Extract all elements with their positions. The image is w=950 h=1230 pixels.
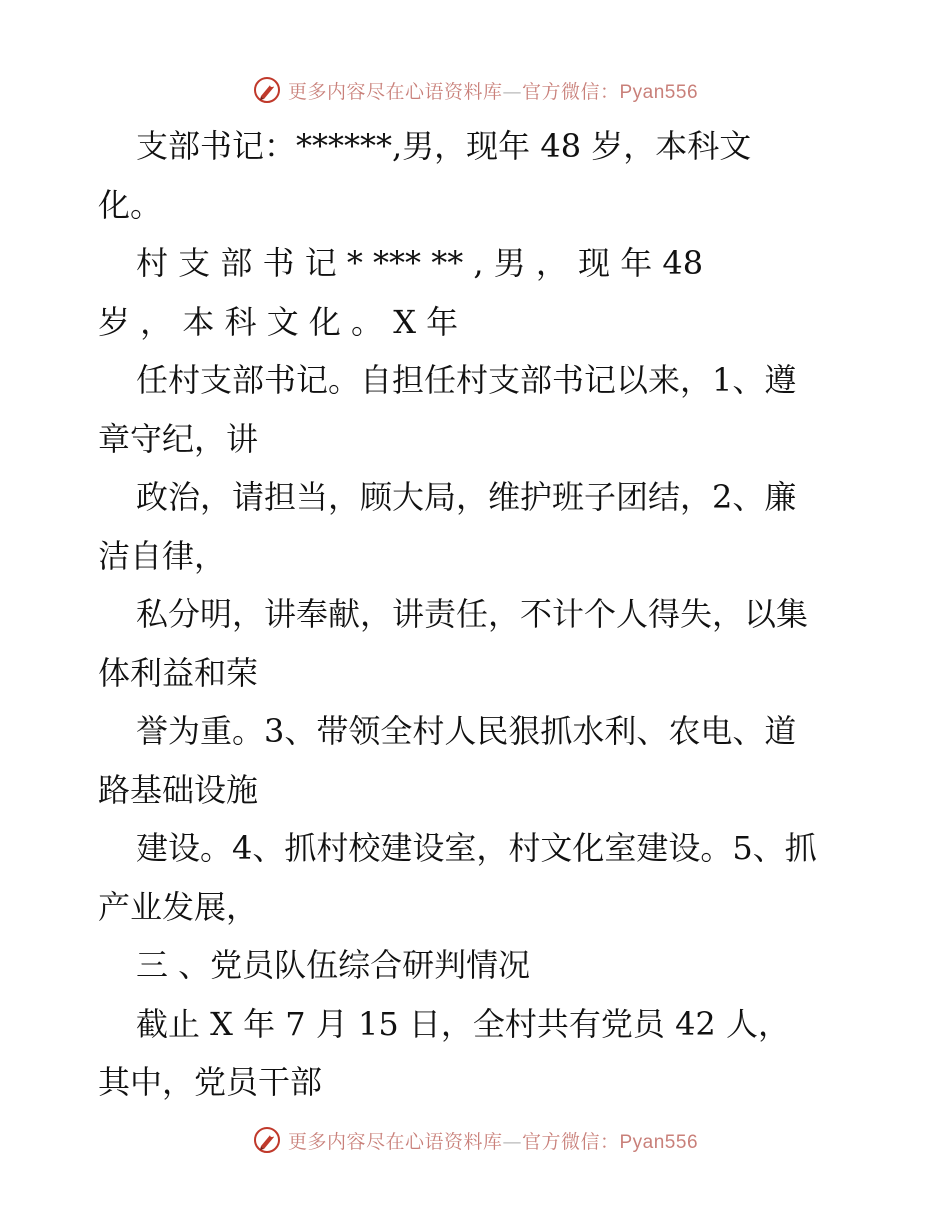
- text-line: 体利益和荣: [98, 654, 259, 692]
- text-line: 任村支部书记。自担任村支部书记以来，1、遵: [136, 361, 797, 399]
- text-line: 产业发展，: [98, 888, 259, 926]
- text-line: 私分明，讲奉献，讲责任，不计个人得失，以集: [136, 595, 809, 633]
- footer-wechat-id: Pyan556: [619, 1131, 699, 1153]
- text-line: 岁 ， 本 科 文 化 。 X 年: [98, 303, 459, 341]
- footer-watermark-banner: [0, 1122, 950, 1158]
- text-line: 化。: [98, 186, 163, 224]
- header-watermark-text: [288, 77, 698, 104]
- text-line: 洁自律，: [98, 537, 227, 575]
- header-watermark-banner: [0, 72, 950, 108]
- header-wechat-label: 官方微信：: [521, 80, 620, 103]
- header-wechat-id: Pyan556: [619, 81, 699, 103]
- text-line: 村 支 部 书 记 * *** ** , 男 ， 现 年 48: [136, 244, 704, 282]
- header-separator: —: [502, 80, 522, 103]
- text-line: 建设。4、抓村校建设室，村文化室建设。5、抓: [136, 829, 817, 867]
- text-line: 路基础设施: [98, 771, 259, 809]
- header-watermark: [252, 75, 698, 105]
- text-line: 政治，请担当，顾大局，维护班子团结，2、廉: [136, 478, 797, 516]
- footer-separator: —: [502, 1130, 522, 1153]
- footer-watermark-text: [288, 1127, 698, 1154]
- pen-logo-icon: [252, 1125, 282, 1155]
- text-line: 誉为重。3、带领全村人民狠抓水利、农电、道: [136, 712, 797, 750]
- footer-wechat-label: 官方微信：: [521, 1130, 620, 1153]
- pen-logo-icon: [252, 75, 282, 105]
- footer-site-text: 更多内容尽在心语资料库: [287, 1130, 503, 1153]
- header-site-text: 更多内容尽在心语资料库: [287, 80, 503, 103]
- text-line: 支部书记：******,男，现年 48 岁，本科文: [136, 127, 752, 165]
- text-line: 章守纪，讲: [98, 420, 259, 458]
- text-line: 截止 X 年 7 月 15 日，全村共有党员 42 人，: [136, 1005, 790, 1043]
- section-heading: 三 、党员队伍综合研判情况: [136, 946, 531, 984]
- text-line: 其中，党员干部: [98, 1063, 323, 1101]
- footer-watermark: [252, 1125, 698, 1155]
